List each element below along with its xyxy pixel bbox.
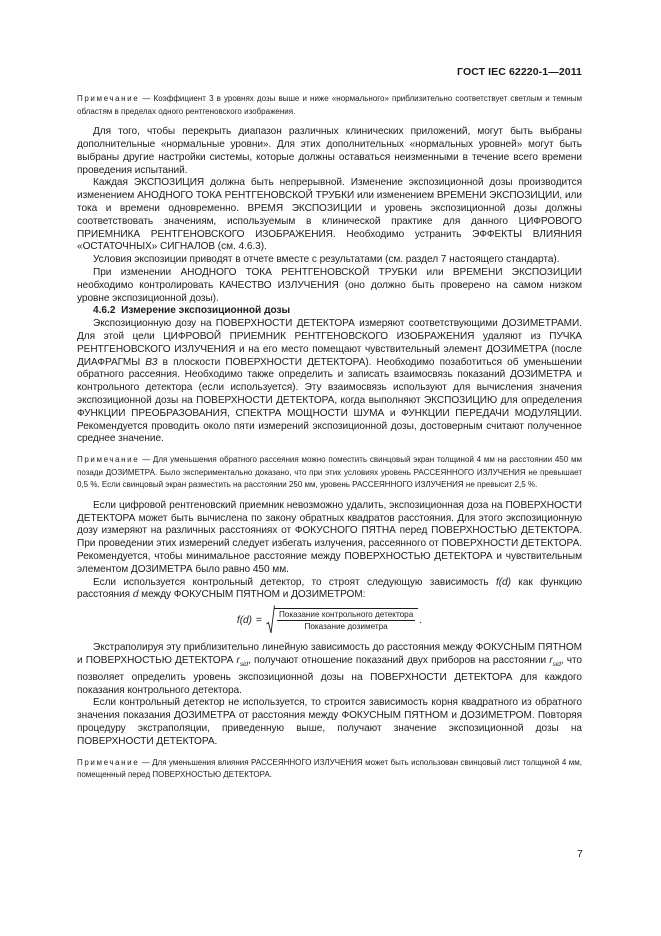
numerator: Показание контрольного детектора	[278, 610, 414, 620]
note-2	[77, 454, 582, 492]
text-run: r	[549, 655, 553, 667]
section-heading	[77, 305, 582, 318]
formula-end: .	[419, 614, 423, 626]
fraction	[274, 608, 418, 632]
page-number: 7	[577, 848, 583, 860]
text-run: как функцию расстояния	[77, 576, 582, 601]
text-run: Если используется контрольный детектор, то строят следующую зависимость	[93, 576, 496, 588]
text-run: Экспозиционную дозу на ПОВЕРХНОСТИ ДЕТЕКТОРА измеряют соответствующими ДОЗИМЕТРАМИ. Для этой цели ЦИФРОВОЙ ПРИЕМНИК РЕНТГЕНОВСКОГО ИЗОБРАЖЕНИЯ удаляют из ПУЧКА РЕНТГЕНОВСКОГО ИЗЛУЧЕНИЯ и на его место помещают чувствительный элемент ДОЗИМЕТРА (после ДИАФРАГМЫ	[77, 318, 582, 368]
text-run: в плоскости ПОВЕРХНОСТИ ДЕТЕКТОРА). Необходимо позаботиться об уменьшении обратного рассеяния. Необходимо также определить и записать взаимосвязь показаний ДОЗИМЕТРА и контрольного детектора (если используется). Эту взаимосвязь используют для вычисления значения экспозиционной дозы на ПОВЕРХНОСТИ ДЕТЕКТОРА, когда выполняют ЭКСПОЗИЦИЮ для определения ФУНКЦИИ ПРЕОБРАЗОВАНИЯ, СПЕКТРА МОЩНОСТИ ШУМА и ФУНКЦИИ ПЕРЕДАЧИ МОДУЛЯЦИИ. Рекомендуется проводить около пяти измерений экспозиционной дозы, достоверным считают полученное среднее значение.	[77, 356, 582, 445]
paragraph	[77, 318, 582, 446]
document-header: ГОСТ IEC 62220-1—2011	[457, 66, 582, 78]
text-run: r	[236, 655, 240, 667]
paragraph: Если цифровой рентгеновский приемник невозможно удалить, экспозиционная доза на ПОВЕРХНОСТИ ДЕТЕКТОРА может быть вычислена по закону обратных квадратов расстояния. Для этого экспозиционную дозу измеряют на различных расстояниях от ФОКУСНОГО ПЯТНА перед ПОВЕРХНОСТЬЮ ДЕТЕКТОРА. При проведении этих измерений следует избегать излучения, рассеянного от ПОВЕРХНОСТИ ДЕТЕКТОРА. Рекомендуется, чтобы минимальное расстояние между ПОВЕРХНОСТЬЮ ДЕТЕКТОРА и чувствительным элементом ДОЗИМЕТРА было равно 450 мм.	[77, 499, 582, 575]
note-text: — Для уменьшения обратного рассеяния можно поместить свинцовый экран толщиной 4 мм на расстоянии 450 мм позади ДОЗИМЕТРА. Было экспериментально доказано, что при этих условиях уровень РАССЕЯННОГО ИЗЛУЧЕНИЯ не превышает 0,5 %. Если свинцовый экран разместить на расстоянии 250 мм, уровень РАССЕЯННОГО ИЗЛУЧЕНИЯ не превысит 2,5 %.	[77, 455, 582, 490]
square-root	[266, 605, 418, 635]
text-run: между ФОКУСНЫМ ПЯТНОМ и ДОЗИМЕТРОМ:	[138, 589, 366, 601]
paragraph	[77, 642, 582, 697]
note-text: — Коэффициент 3 в уровнях дозы выше и ниже «нормального» приблизительно соответствует светлым и темным областям в пределах одного рентгеновского изображения.	[77, 94, 582, 116]
text-run: f(d)	[495, 576, 511, 588]
text-run: , что позволяет определить уровень экспозиционной дозы на ПОВЕРХНОСТИ ДЕТЕКТОРА для каждого показания контрольного детектора.	[77, 655, 582, 696]
note-label: Примечание	[77, 455, 140, 465]
note-text: — Для уменьшения влияния РАССЕЯННОГО ИЗЛУЧЕНИЯ может быть использован свинцовый лист толщиной 4 мм, помещенный перед ПОВЕРХНОСТЬЮ ДЕТЕКТОРА.	[77, 757, 582, 780]
paragraph: Если контрольный детектор не используется, то строится зависимость корня квадратного из обратного значения показания ДОЗИМЕТРА от расстояния между ФОКУСНЫМ ПЯТНОМ и ДОЗИМЕТРОМ. Повторяя процедуру экстраполяции, приведенную выше, получают значение экспозиционной дозы на ПОВЕРХНОСТИ ДЕТЕКТОРА.	[77, 697, 582, 747]
note-label: Примечание	[77, 94, 140, 103]
paragraph: Каждая ЭКСПОЗИЦИЯ должна быть непрерывной. Изменение экспозиционной дозы производится изменением АНОДНОГО ТОКА РЕНТГЕНОВСКОЙ ТРУБКИ или изменением ВРЕМЕНИ ЭКСПОЗИЦИИ, или тока и времени одновременно. ВРЕМЯ ЭКСПОЗИЦИИ и уровень экспозиционной дозы должны соответствовать значениям, используемым в клинической практике для данного ЦИФРОВОГО ПРИЕМНИКА РЕНТГЕНОВСКОГО ИЗОБРАЖЕНИЯ. Необходимо устранить ЭФФЕКТЫ ВЛИЯНИЯ «ОСТАТОЧНЫХ» СИГНАЛОВ (см. 4.6.3).	[77, 177, 582, 253]
note-3	[77, 757, 582, 782]
formula-equals: =	[256, 614, 262, 626]
paragraph: Для того, чтобы перекрыть диапазон различных клинических приложений, могут быть выбраны дополнительные «нормальные уровни». Для этих дополнительных «нормальных уровней» могут быть выбраны другие настройки системы, которые должны оставаться неизменными в течение всего времени проведения испытаний.	[77, 126, 582, 176]
text-run: B3	[145, 356, 158, 368]
paragraph: При изменении АНОДНОГО ТОКА РЕНТГЕНОВСКОЙ ТРУБКИ или ВРЕМЕНИ ЭКСПОЗИЦИИ необходимо контролировать КАЧЕСТВО ИЗЛУЧЕНИЯ (оно должно быть проверено на самом низком уровне экспозиционной дозы).	[77, 266, 582, 304]
document-body	[77, 93, 582, 782]
section-number: 4.6.2	[93, 305, 116, 317]
paragraph: Условия экспозиции приводят в отчете вместе с результатами (см. раздел 7 настоящего стандарта).	[93, 254, 560, 266]
section-title: Измерение экспозиционной дозы	[121, 305, 291, 317]
formula	[77, 602, 582, 638]
subscript: sid	[552, 661, 561, 669]
note-label: Примечание	[77, 757, 140, 767]
text-run: Экстраполируя эту приблизительно линейную зависимость до расстояния между ФОКУСНЫМ ПЯТНОМ и ПОВЕРХНОСТЬЮ ДЕТЕКТОРА	[77, 642, 582, 667]
denominator: Показание дозиметра	[304, 622, 388, 632]
text-run: , получают отношение показаний двух приборов на расстоянии	[248, 655, 550, 667]
note-1	[77, 93, 582, 118]
text-run: d	[132, 589, 139, 601]
subscript: sid	[239, 661, 248, 669]
paragraph	[77, 577, 582, 603]
formula-lhs: f(d)	[236, 614, 253, 626]
